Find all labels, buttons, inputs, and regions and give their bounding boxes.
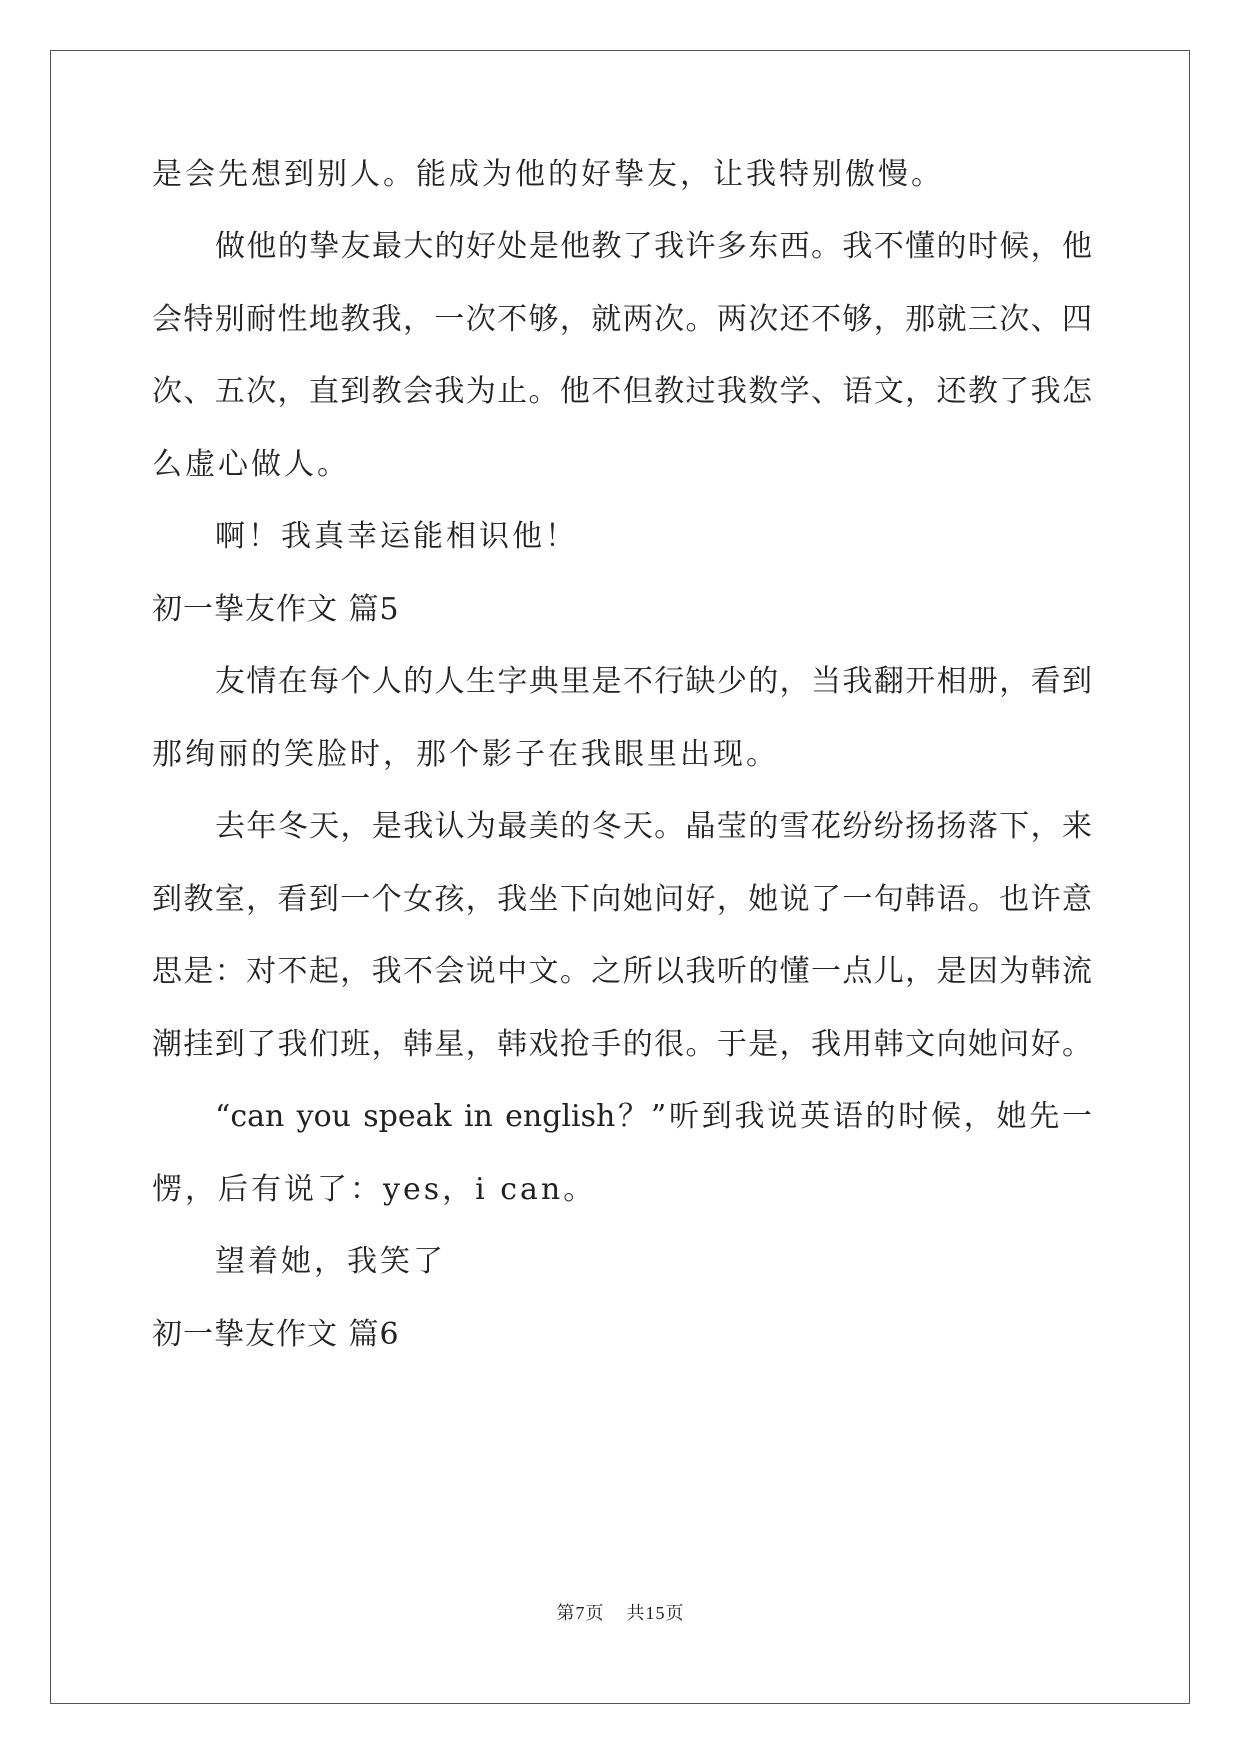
paragraph-line: “can you speak in english？”听到我说英语的时候，她先一 — [215, 1099, 1092, 1134]
paragraph-line: 思是：对不起，我不会说中文。之所以我听的懂一点儿，是因为韩流 — [152, 954, 1092, 989]
paragraph-line: 友情在每个人的人生字典里是不行缺少的，当我翻开相册，看到 — [215, 664, 1092, 699]
paragraph-line: 望着她，我笑了 — [215, 1244, 446, 1279]
paragraph-line: 会特别耐性地教我，一次不够，就两次。两次还不够，那就三次、四 — [152, 302, 1092, 337]
paragraph-line: 是会先想到别人。能成为他的好挚友，让我特别傲慢。 — [152, 157, 944, 192]
page-number-current: 第7页 — [556, 1603, 605, 1623]
page-frame — [50, 50, 1190, 1704]
paragraph-line: 啊！我真幸运能相识他！ — [215, 519, 578, 554]
page-number-total: 共15页 — [626, 1603, 685, 1623]
paragraph-line: 做他的挚友最大的好处是他教了我许多东西。我不懂的时候，他 — [215, 229, 1092, 264]
paragraph-line: 潮挂到了我们班，韩星，韩戏抢手的很。于是，我用韩文向她问好。 — [152, 1027, 1092, 1062]
page-footer — [0, 1601, 1241, 1625]
paragraph-line: 到教室，看到一个女孩，我坐下向她问好，她说了一句韩语。也许意 — [152, 882, 1092, 917]
paragraph-line: 那绚丽的笑脸时，那个影子在我眼里出现。 — [152, 737, 779, 772]
paragraph-line: 去年冬天，是我认为最美的冬天。晶莹的雪花纷纷扬扬落下，来 — [215, 809, 1092, 844]
section-heading: 初一挚友作文 篇6 — [152, 1317, 400, 1352]
paragraph-line: 次、五次，直到教会我为止。他不但教过我数学、语文，还教了我怎 — [152, 374, 1092, 409]
section-heading: 初一挚友作文 篇5 — [152, 592, 400, 627]
paragraph-line: 么虚心做人。 — [152, 447, 350, 482]
paragraph-line: 愣，后有说了：yes，i can。 — [152, 1172, 597, 1207]
